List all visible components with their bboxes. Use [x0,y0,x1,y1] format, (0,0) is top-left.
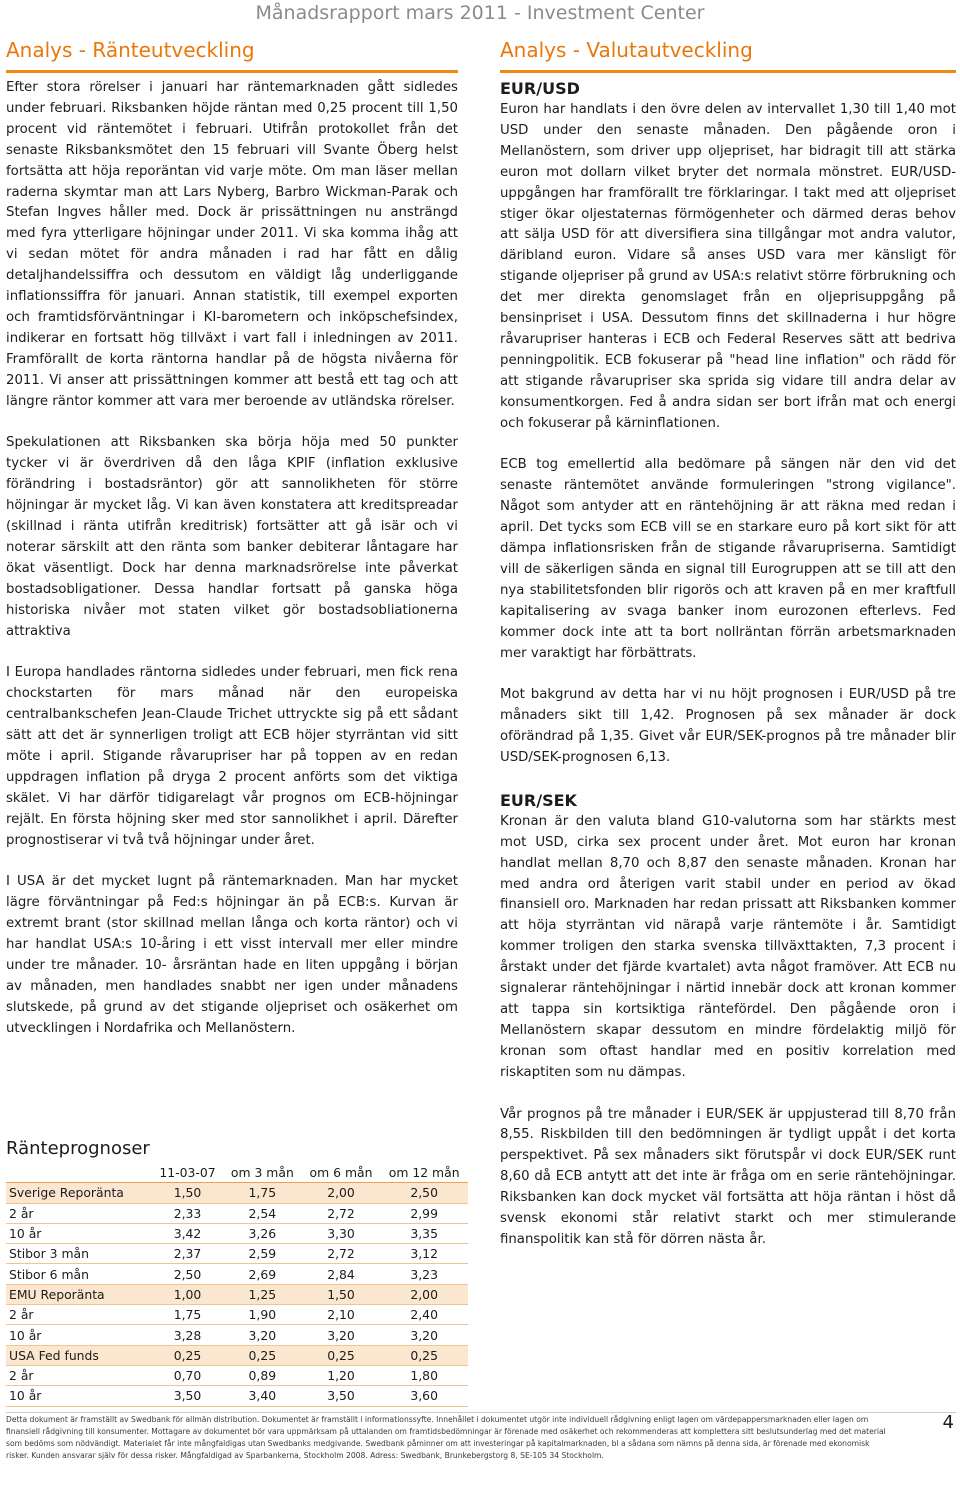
table-cell: 3,50 [302,1386,381,1406]
footer-divider [6,1412,956,1413]
table-header-cell: om 6 mån [302,1163,381,1183]
table-cell: 0,70 [152,1365,223,1385]
subheading-eurusd: EUR/USD [500,79,580,98]
table-cell: 1,50 [152,1183,223,1203]
table-cell: 0,25 [302,1345,381,1365]
table-row [6,1365,468,1385]
section-rule-left [6,70,458,73]
table-cell: 1,20 [302,1365,381,1385]
table-cell: 1,90 [223,1305,302,1325]
table-header-row [6,1163,468,1183]
table-cell: 3,26 [223,1223,302,1243]
table-cell: 2,69 [223,1264,302,1284]
table-row [6,1345,468,1365]
table-cell: 2 år [6,1203,152,1223]
paragraph: I USA är det mycket lugnt på räntemarknaden. Man har mycket lägre förväntningar på Fed:s höjningar än på ECB:s. Kurvan är extremt brant (stor skillnad mellan långa och korta räntor) och vi har handlat USA:s 10-åring i ett visst intervall mer eller mindre under tre månader. 10- årsräntan hade en liten uppgång i början av månaden, men handlades snabbt ner igen under månadens slutskede, på grund av det stigande oljepriset och osäkerhet om utvecklingen i Nordafrika och Mellanöstern. [6,874,458,1036]
table-cell: 2,50 [152,1264,223,1284]
table-cell: 1,75 [223,1183,302,1203]
table-cell: EMU Reporänta [6,1284,152,1304]
table-cell: 2,00 [380,1284,468,1304]
table-row [6,1305,468,1325]
table-cell: Stibor 3 mån [6,1244,152,1264]
paragraph: ECB tog emellertid alla bedömare på sängen när den vid det senaste räntemötet använde formuleringen "strong vigilance". Något som antyder att en räntehöjning är att räkna med redan i april. Det tycks som ECB vill se en starkare euro på kort sikt för att dämpa inflationsrisken från de stigande råvarupriserna. Samtidigt vill de säkerligen sända en signal till Eurogruppen att se till att den nya stabilitetsfonden blir rigorös och att kraven på en mer kraftfull kapitalisering av svaga banker inom eurozonen efterlevs. Fed kommer dock inte att ta bort nollräntan förrän arbetsmarknaden mer varaktigt har förbättrats. [500,457,956,661]
table-row [6,1183,468,1203]
table-cell: 3,20 [223,1325,302,1345]
table-cell: 2,59 [223,1244,302,1264]
table-cell: 2,99 [380,1203,468,1223]
page-number: 4 [942,1412,954,1433]
table-row [6,1244,468,1264]
table-row [6,1264,468,1284]
table-row [6,1284,468,1304]
currency-analysis-text [500,78,956,1272]
paragraph: Spekulationen att Riksbanken ska börja höja med 50 punkter tycker vi är överdriven då den låga KPIF (inflation exklusive förändring i bostadsräntor) gör att sannolikheten för större höjningar är mycket låg. Vi kan även konstatera att kreditspreadar (skillnad i ränta utifrån kreditrisk) fortsätter att gå isär och vi noterar särskilt att den ränta som banker debiterar låntagare har ökat väsentligt. Dock har denna marknadsrörelse inte påverkat bostadsobligationer. Dessa handlar fortsatt på ganska höga historiska nivåer mot staten vilket gör bostadsobliationerna attraktiva [6,435,458,639]
paragraph: I Europa handlades räntorna sidledes under februari, men fick rena chockstarten för mars månad när den europeiska centralbankschefen Jean-Claude Trichet uttryckte sig på ett sådant sätt att det är synnerligen troligt att ECB höjer styrräntan vid sitt möte i april. Stigande råvarupriser har på toppen av en redan uppdragen inflation på dryga 2 procent anförts som det viktiga skälet. Vi har därför tidigarelagt vår prognos om ECB-höjningar rejält. En första höjning sker med stor sannolikhet i april. Därefter prognostiserar vi två två höjningar under året. [6,665,458,848]
table-header-cell: 11-03-07 [152,1163,223,1183]
table-cell: 0,25 [380,1345,468,1365]
table-cell: 3,20 [380,1325,468,1345]
table-cell: 1,75 [152,1305,223,1325]
table-cell: 2,50 [380,1183,468,1203]
table-cell: 10 år [6,1325,152,1345]
paragraph: Efter stora rörelser i januari har räntemarknaden gått sidledes under februari. Riksbanken höjde räntan med 0,25 procent till 1,50 procent vid räntemötet i februari. Utifrån protokollet från det senaste Riksbanksmötet den 15 februari vill Svante Öberg helst fortsätta att höja reporäntan vid varje möte. Om man läser mellan raderna skymtar man att Lars Nyberg, Barbro Wickman-Parak och Stefan Ingves håller med. Dock är prissättningen nu ansträngd med fyra ytterligare höjningar under 2011. Vi ska komma ihåg att vi sedan mötet för andra månaden i rad har fått en dålig detaljhandelssiffra och dessutom en väldigt låg underliggande inflationssiffra för januari. Annan statistik, till exempel exporten och framtidsförväntningar i KI-barometern och inköpschefsindex, indikerar en fortsatt hög tillväxt i vart fall i inledningen av 2011. Framförallt de korta räntorna handlar på de högsta nivåerna för 2011. Vi anser att prissättningen kommer att bestå ett tag och att längre räntor kommer att vara mer beroende av utländska rörelser. [6,80,458,409]
table-cell: Stibor 6 mån [6,1264,152,1284]
table-cell: 3,40 [223,1386,302,1406]
table-cell: 2,00 [302,1183,381,1203]
table-header-cell: om 12 mån [380,1163,468,1183]
table-cell: 2,40 [380,1305,468,1325]
table-cell: 2,84 [302,1264,381,1284]
paragraph: Vår prognos på tre månader i EUR/SEK är uppjusterad till 8,70 från 8,55. Riskbilden till den bedömningen är tydligt uppåt i det korta perspektivet. På sex månaders sikt förutspår vi dock EUR/SEK runt 8,60 då ECB antytt att det inte är fråga om en serie räntehöjningar. Riksbanken kan dock mycket väl fortsätta att höja räntan i höst då svensk ekonomi står relativt starkt och mer stimulerande finanspolitik kan stå för dörren nästa år. [500,1106,956,1247]
table-header-cell: om 3 mån [223,1163,302,1183]
table-cell: 3,42 [152,1223,223,1243]
table-cell: 2 år [6,1365,152,1385]
table-cell: 0,89 [223,1365,302,1385]
table-row [6,1223,468,1243]
report-header-title: Månadsrapport mars 2011 - Investment Center [255,2,705,24]
paragraph: Euron har handlats i den övre delen av intervallet 1,30 till 1,40 mot USD under den senaste månaden. Den pågående oron i Mellanöstern, som driver upp oljepriset, har bidragit till att stärka euron mot dollarn vilket bryter det normala mönstret. EUR/USD-uppgången har framförallt tre förklaringar. I takt med att oljepriset stiger ökar oljestaternas förmögenheter och därmed deras behov att sälja USD för att diversifiera sina tillgångar mot andra valutor, däribland euron. Vidare så anses USD vara mer känsligt för stigande oljepriser på grund av USA:s relativt större förbrukning och det mer direkta genomslaget från en oljeprisuppgång på bensinpriset i USA. Dessutom finns det skillnaderna i hur högre råvarupriser hanteras i ECB och Federal Reserves sätt att bedriva penningpolitik. ECB fokuserar på "head line inflation" och rädd för att stigande råvarupriser ska sprida sig vidare till andra delar av konsumentkorgen. Fed å andra sidan ser bort ifrån mat och energi och fokuserar på kärninflationen. [500,102,956,431]
table-cell: 3,23 [380,1264,468,1284]
table-cell: 10 år [6,1223,152,1243]
interest-rate-analysis-text [6,78,458,1061]
rate-forecast-table [6,1163,468,1407]
table-cell: 2,33 [152,1203,223,1223]
table-cell: 0,25 [223,1345,302,1365]
section-title-interest-rates: Analys - Ränteutveckling [6,38,255,62]
paragraph: Kronan är den valuta bland G10-valutorna som har stärkts mest mot USD, cirka sex procent under året. Mot euron har kronan handlat mellan 8,70 och 8,87 den senaste månaden. Kronan har med andra ord återigen varit stabil under en period av ökad finansiell oro. Marknaden har redan prissatt att Riksbanken kommer att höja styrräntan vid närapå varje räntemöte i år. Samtidigt kommer troligen den starka svenska tillväxttakten, 7,3 procent i årstakt under det fjärde kvartalet) avta något framöver. Att ECB nu signalerar räntehöjningar i närtid innebär dock att kronan kommer att tappa sin kortsiktiga räntefördel. Den pågående oron i Mellanöstern skapar dessutom en mindre fördelaktig miljö för kronan som oftast handlar med en positiv korrelation med riskaptiten som nu dämpas. [500,813,956,1080]
table-cell: 2,10 [302,1305,381,1325]
rate-forecast-title: Ränteprognoser [6,1138,150,1159]
table-cell: 3,28 [152,1325,223,1345]
table-cell: 2,37 [152,1244,223,1264]
table-cell: 3,35 [380,1223,468,1243]
table-row [6,1203,468,1223]
table-row [6,1325,468,1345]
table-cell: 3,12 [380,1244,468,1264]
table-cell: 2,72 [302,1203,381,1223]
table-cell: 1,25 [223,1284,302,1304]
section-rule-right [500,70,956,73]
table-header-cell [6,1163,152,1183]
subheading-eursek: EUR/SEK [500,790,577,810]
table-cell: USA Fed funds [6,1345,152,1365]
table-cell: 10 år [6,1386,152,1406]
table-cell: 3,30 [302,1223,381,1243]
table-cell: 2 år [6,1305,152,1325]
table-cell: 3,60 [380,1386,468,1406]
paragraph: Mot bakgrund av detta har vi nu höjt prognosen i EUR/USD på tre månaders sikt till 1,42. Prognosen på sex månader är dock oförändrad på 1,35. Givet vår EUR/SEK-prognos på tre månader blir USD/SEK-prognosen 6,13. [500,687,956,766]
table-cell: 1,00 [152,1284,223,1304]
table-cell: Sverige Reporänta [6,1183,152,1203]
table-cell: 0,25 [152,1345,223,1365]
table-cell: 3,20 [302,1325,381,1345]
table-cell: 1,80 [380,1365,468,1385]
table-cell: 1,50 [302,1284,381,1304]
table-cell: 2,54 [223,1203,302,1223]
table-cell: 2,72 [302,1244,381,1264]
section-title-currency: Analys - Valutautveckling [500,38,753,62]
table-cell: 3,50 [152,1386,223,1406]
table-row [6,1386,468,1406]
disclaimer-text: Detta dokument är framställt av Swedbank för allmän distribution. Dokumentet är framställt i informationssyfte. Innehållet i dokumentet utgör inte individuell rådgivning enligt lagen om värdepappersmarknaden eller lagen om finansiell rådgivning till konsumenter. Mottagare av dokumentet bör vara uppmärksam på uttalanden om framtidsbedömningar är förenade med osäkerhet och rekommenderas att komplettera sitt beslutsunderlag med det material som bedöms som nödvändigt. Materialet får inte mångfaldigas utan Swedbanks medgivande. Swedbank påminner om att investeringar på kapitalmarknaden, bl a sådana som nämns på denna sida, är förenade med ekonomisk risker. Kunden ansvarar själv för dessa risker. Mångfaldigad av Sparbankerna, Stockholm 2008. Adress: Swedbank, Brunkebergstorg 8, SE-105 34 Stockholm. [6,1415,886,1460]
